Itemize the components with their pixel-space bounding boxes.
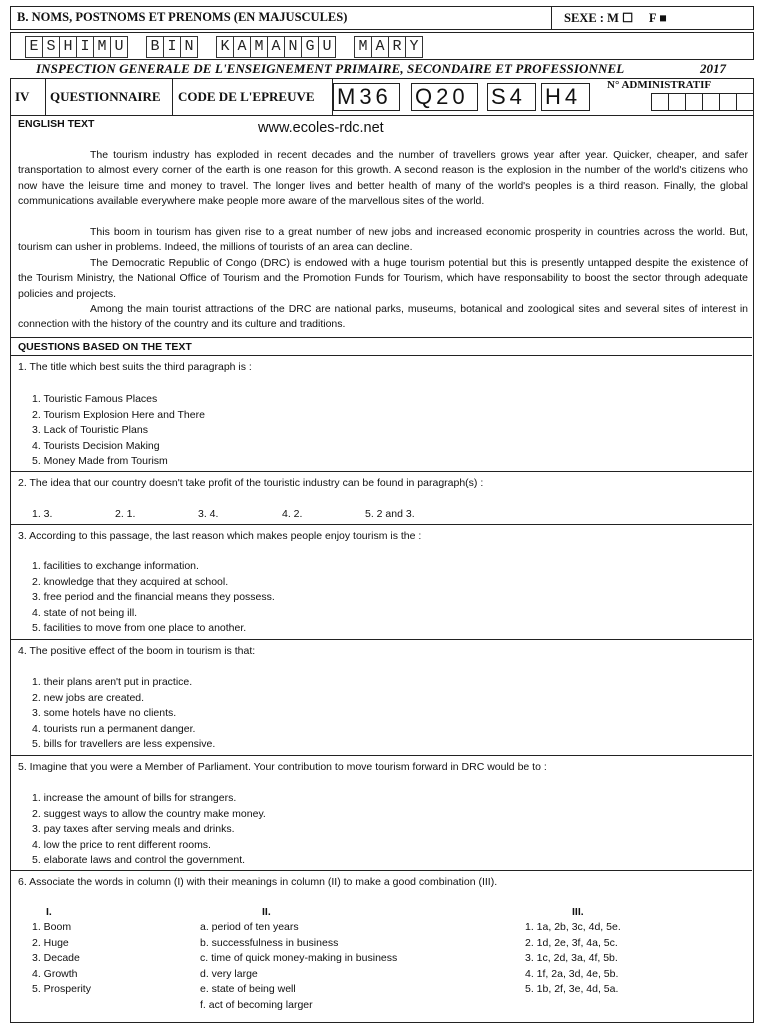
code-box-q: Q20 (411, 83, 478, 111)
code-box-s: S4 (487, 83, 536, 111)
question-1-options (32, 392, 205, 470)
q3-option-5[interactable]: 5. facilities to move from one place to another. (32, 622, 247, 635)
name-word-2 (146, 36, 198, 58)
col1-item: 1. Boom (32, 921, 72, 933)
divider (10, 524, 752, 525)
name-letter-cell[interactable]: G (302, 36, 319, 58)
name-word-4 (354, 36, 423, 58)
q6-option-1[interactable]: 1. 1a, 2b, 3c, 4d, 5e. (525, 921, 621, 933)
col1-item: 5. Prosperity (32, 983, 91, 996)
admin-number-boxes[interactable] (651, 93, 754, 111)
name-letter-cell[interactable]: S (43, 36, 60, 58)
exam-year: 2017 (700, 61, 726, 76)
q1-option-5[interactable]: 5. Money Made from Tourism (32, 455, 168, 468)
code-box-h: H4 (541, 83, 590, 111)
paragraph-4: Among the main tourist attractions of the DRC are national parks, museums, botanical and zoological sites and several sites of interest in connection with the history of the country and its culture and traditions. (18, 303, 748, 331)
question-5: 5. Imagine that you were a Member of Parliament. Your contribution to move tourism forward in DRC would be to : (18, 761, 547, 773)
q1-option-3[interactable]: 3. Lack of Touristic Plans (32, 424, 148, 437)
col1-item: 2. Huge (32, 936, 69, 949)
q1-option-1[interactable]: 1. Touristic Famous Places (32, 393, 158, 405)
code-label: CODE DE L'EPREUVE (174, 79, 333, 115)
divider (10, 755, 752, 756)
names-header-row (10, 6, 754, 30)
q6-option-3[interactable]: 3. 1c, 2d, 3a, 4f, 5b. (525, 952, 618, 965)
name-letter-cell[interactable]: H (60, 36, 77, 58)
question-3: 3. According to this passage, the last reason which makes people enjoy tourism is the : (18, 530, 422, 542)
q6-option-5[interactable]: 5. 1b, 2f, 3e, 4d, 5a. (525, 983, 619, 996)
name-letter-cell[interactable]: M (251, 36, 268, 58)
name-letter-cell[interactable]: B (146, 36, 164, 58)
q2-option-5[interactable]: 5. 2 and 3. (365, 508, 415, 520)
question-4-options (32, 675, 215, 753)
divider (10, 471, 752, 472)
column-2-header: II. (262, 906, 271, 918)
question-4: 4. The positive effect of the boom in tourism is that: (18, 645, 256, 657)
q1-option-4[interactable]: 4. Tourists Decision Making (32, 439, 160, 452)
question-5-options (32, 791, 266, 869)
name-letter-cell[interactable]: U (319, 36, 336, 58)
name-word-3 (216, 36, 336, 58)
sexe-label: SEXE : M (564, 11, 619, 25)
col1-item: 3. Decade (32, 952, 80, 965)
name-letter-cell[interactable]: N (285, 36, 302, 58)
sexe-f-checkbox[interactable]: ■ (659, 11, 667, 25)
name-letter-cell[interactable]: A (268, 36, 285, 58)
column-1-words (32, 920, 91, 998)
q5-option-2[interactable]: 2. suggest ways to allow the country make money. (32, 807, 266, 820)
q5-option-3[interactable]: 3. pay taxes after serving meals and drinks. (32, 823, 235, 836)
q4-option-2[interactable]: 2. new jobs are created. (32, 691, 145, 704)
divider (10, 355, 752, 356)
col2-item: e. state of being well (200, 983, 296, 996)
paragraph-2: This boom in tourism has given rise to a great number of new jobs and increased economic prosperity in countries across the world. But, tourism can usher in problems. Indeed, the millions of tourists of an area can decline. (18, 226, 748, 254)
sexe-f-label: F (648, 11, 657, 25)
name-letter-cell[interactable]: A (234, 36, 251, 58)
q2-option-2[interactable]: 2. 1. (115, 508, 136, 520)
q2-option-1[interactable]: 1. 3. (32, 508, 53, 520)
divider (10, 337, 752, 338)
q5-option-4[interactable]: 4. low the price to rent different rooms. (32, 838, 211, 851)
name-letter-cell[interactable]: R (389, 36, 406, 58)
sexe-m-checkbox[interactable]: ☐ (622, 11, 634, 25)
name-letter-cell[interactable]: K (216, 36, 234, 58)
code-box-m: M36 (333, 83, 400, 111)
name-letter-cell[interactable]: M (94, 36, 111, 58)
q6-option-2[interactable]: 2. 1d, 2e, 3f, 4a, 5c. (525, 936, 618, 949)
name-letter-cell[interactable]: I (164, 36, 181, 58)
q3-option-2[interactable]: 2. knowledge that they acquired at school. (32, 575, 229, 588)
english-text-title: ENGLISH TEXT (18, 118, 95, 130)
q5-option-5[interactable]: 5. elaborate laws and control the government. (32, 854, 246, 867)
q2-option-3[interactable]: 3. 4. (198, 508, 219, 520)
col2-item: f. act of becoming larger (200, 998, 313, 1011)
q3-option-4[interactable]: 4. state of not being ill. (32, 606, 138, 619)
question-3-options (32, 559, 275, 637)
names-label: B. NOMS, POSTNOMS ET PRENOMS (EN MAJUSCULES) (17, 10, 348, 24)
name-letter-cell[interactable]: E (25, 36, 43, 58)
sexe-field (551, 7, 667, 29)
q2-option-4[interactable]: 4. 2. (282, 508, 303, 520)
name-word-1 (25, 36, 128, 58)
admin-number-label: N° ADMINISTRATIF (607, 79, 712, 91)
q1-option-2[interactable]: 2. Tourism Explosion Here and There (32, 408, 205, 421)
col2-item: a. period of ten years (200, 921, 299, 933)
q4-option-5[interactable]: 5. bills for travellers are less expensive. (32, 738, 216, 751)
question-2: 2. The idea that our country doesn't take profit of the touristic industry can be found in paragraph(s) : (18, 477, 484, 489)
question-6: 6. Associate the words in column (I) with their meanings in column (II) to make a good combination (III). (18, 876, 498, 888)
name-letter-boxes (10, 32, 754, 60)
divider (10, 870, 752, 871)
q3-option-1[interactable]: 1. facilities to exchange information. (32, 560, 199, 572)
exam-code-row (10, 78, 754, 116)
q4-option-3[interactable]: 3. some hotels have no clients. (32, 707, 177, 720)
divider (10, 639, 752, 640)
questions-title: QUESTIONS BASED ON THE TEXT (18, 341, 192, 353)
col1-item: 4. Growth (32, 967, 78, 980)
q5-option-1[interactable]: 1. increase the amount of bills for strangers. (32, 792, 237, 804)
questionnaire-label: QUESTIONNAIRE (46, 79, 173, 115)
section-number: IV (11, 79, 46, 115)
column-1-header: I. (46, 906, 52, 918)
col2-item: c. time of quick money-making in business (200, 952, 398, 965)
name-letter-cell[interactable]: A (372, 36, 389, 58)
q4-option-1[interactable]: 1. their plans aren't put in practice. (32, 676, 193, 688)
q3-option-3[interactable]: 3. free period and the financial means they possess. (32, 591, 275, 604)
q6-option-4[interactable]: 4. 1f, 2a, 3d, 4e, 5b. (525, 967, 619, 980)
paragraph-3: The Democratic Republic of Congo (DRC) is endowed with a huge tourism potential but this is presently untapped despite the existence of the Tourism Ministry, the National Office of Tourism and the Promotion Funds for Tourism, which have responsability to boost the sector through adequate policies and projects. (18, 257, 748, 300)
column-3-header: III. (572, 906, 584, 918)
column-3-combinations (525, 920, 621, 998)
name-letter-cell[interactable]: U (111, 36, 128, 58)
column-2-meanings (200, 920, 397, 1014)
name-letter-cell[interactable]: N (181, 36, 198, 58)
website-watermark: www.ecoles-rdc.net (258, 120, 384, 136)
q4-option-4[interactable]: 4. tourists run a permanent danger. (32, 722, 196, 735)
name-letter-cell[interactable]: Y (406, 36, 423, 58)
question-1: 1. The title which best suits the third paragraph is : (18, 361, 252, 373)
col2-item: b. successfulness in business (200, 936, 339, 949)
inspection-title: INSPECTION GENERALE DE L'ENSEIGNEMENT PRIMAIRE, SECONDAIRE ET PROFESSIONNEL (36, 61, 625, 76)
col2-item: d. very large (200, 967, 258, 980)
name-letter-cell[interactable]: I (77, 36, 94, 58)
paragraph-1: The tourism industry has exploded in recent decades and the number of travellers grows year after year. Quicker, cheaper, and safer transportation to almost every corner of the earth is one reason for this growth. A second reason is the explosion in the number of the world's citizens who now have the leisure time and money to travel. The longer lives and better health of many of the world's peoples is a third reason. Finally, the global communications available everywhere make people more aware of the marvellous sites of the world. (18, 149, 748, 208)
name-letter-cell[interactable]: M (354, 36, 372, 58)
